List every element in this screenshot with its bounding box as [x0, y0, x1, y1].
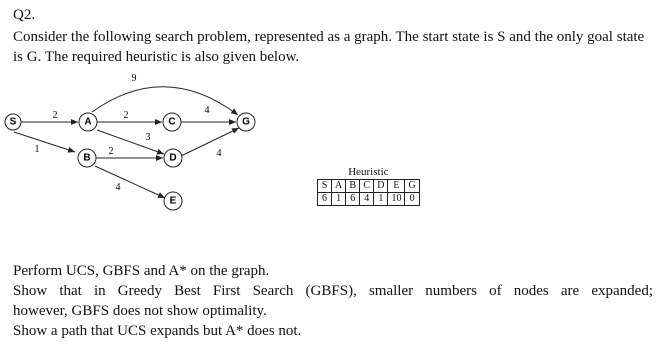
svg-text:B: B [83, 152, 91, 164]
question-intro: Consider the following search problem, represented as a graph. The start state is S and the only goal state is G. The required heuristic is also given below. [13, 29, 645, 65]
weight-a-c: 2 [123, 110, 129, 121]
heuristic-value: 1 [332, 193, 346, 206]
weight-b-d: 2 [108, 146, 114, 157]
heuristic-title: Heuristic [348, 166, 389, 178]
heuristic-value: 10 [388, 193, 405, 206]
svg-text:S: S [9, 116, 17, 128]
heuristic-value: 4 [360, 193, 374, 206]
heuristic-state: S [318, 180, 332, 193]
heuristic-value: 6 [318, 193, 332, 206]
heuristic-state: C [360, 180, 374, 193]
edge-d-g [181, 128, 239, 156]
weight-s-b: 1 [34, 144, 40, 155]
heuristic-table [317, 166, 420, 206]
heuristic-states-row [318, 180, 420, 193]
heuristic-state: B [346, 180, 360, 193]
edge-a-d [97, 130, 164, 154]
node-a [79, 113, 97, 131]
edge-b-e [95, 166, 165, 198]
node-e [164, 192, 182, 210]
weight-s-a: 2 [52, 110, 58, 121]
heuristic-state: G [405, 180, 419, 193]
question-number: Q2. [13, 7, 36, 23]
svg-text:D: D [169, 152, 177, 164]
heuristic-state: D [374, 180, 388, 193]
node-b [78, 149, 96, 167]
task-line-1: Perform UCS, GBFS and A* on the graph. [13, 263, 270, 279]
heuristic-state: A [332, 180, 346, 193]
node-g [237, 113, 255, 131]
task-line-3: however, GBFS does not show optimality. [13, 303, 267, 319]
weight-d-g: 4 [216, 148, 222, 159]
task-line-2: Show that in Greedy Best First Search (GBFS), smaller numbers of nodes are expanded; [13, 283, 653, 299]
heuristic-values-row [318, 193, 420, 206]
heuristic-value: 6 [346, 193, 360, 206]
task-list [13, 261, 653, 341]
svg-text:A: A [84, 116, 92, 128]
heuristic-value: 1 [374, 193, 388, 206]
svg-text:C: C [168, 116, 176, 128]
node-c [163, 113, 181, 131]
edge-a-g [92, 87, 238, 115]
weight-a-g: 9 [131, 73, 137, 84]
svg-text:E: E [169, 195, 177, 207]
node-s [5, 114, 21, 130]
edge-s-b [14, 132, 75, 152]
heuristic-state: E [388, 180, 405, 193]
node-d [164, 149, 182, 167]
task-line-4: Show a path that UCS expands but A* does not. [13, 323, 302, 339]
search-graph [0, 70, 300, 240]
svg-text:G: G [242, 116, 250, 128]
heuristic-value: 0 [405, 193, 419, 206]
weight-a-d: 3 [145, 132, 151, 143]
weight-b-e: 4 [115, 182, 121, 193]
weight-c-g: 4 [204, 105, 210, 116]
